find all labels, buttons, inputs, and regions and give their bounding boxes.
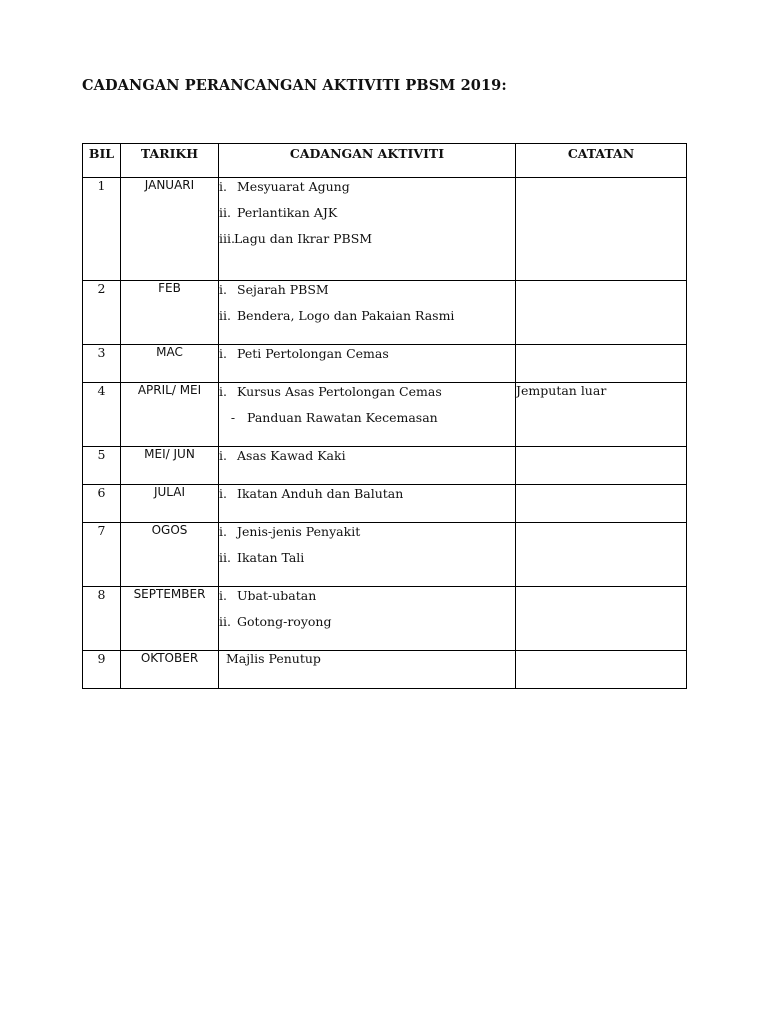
header-catatan: CATATAN (516, 144, 687, 178)
activity-list (219, 485, 515, 511)
catatan-cell (516, 587, 687, 651)
activity-text: Panduan Rawatan Kecemasan (247, 410, 438, 425)
activity-text: Bendera, Logo dan Pakaian Rasmi (237, 308, 455, 323)
activity-item (219, 549, 515, 575)
catatan-cell (516, 651, 687, 689)
activity-text: Asas Kawad Kaki (237, 448, 346, 463)
bil-cell: 3 (83, 345, 121, 383)
table-row (83, 587, 687, 651)
activity-number: i. (219, 179, 227, 194)
table-row (83, 281, 687, 345)
activity-item (219, 307, 515, 333)
activity-item (219, 204, 515, 230)
aktiviti-cell (219, 447, 516, 485)
tarikh-cell: JULAI (121, 485, 219, 523)
activity-item (219, 523, 515, 549)
catatan-cell (516, 447, 687, 485)
bil-cell: 9 (83, 651, 121, 689)
activity-text: Kursus Asas Pertolongan Cemas (237, 384, 442, 399)
dash-marker: - (230, 410, 236, 425)
bil-cell: 6 (83, 485, 121, 523)
activity-number: i. (219, 524, 227, 539)
tarikh-cell: MEI/ JUN (121, 447, 219, 485)
bil-cell: 4 (83, 383, 121, 447)
tarikh-cell: OGOS (121, 523, 219, 587)
bil-cell: 1 (83, 178, 121, 281)
bil-cell: 7 (83, 523, 121, 587)
table-row (83, 523, 687, 587)
activity-number: ii. (219, 614, 231, 629)
activity-number: iii. (219, 231, 235, 246)
activity-number: i. (219, 588, 227, 603)
aktiviti-cell (219, 345, 516, 383)
activity-text: Sejarah PBSM (237, 282, 329, 297)
tarikh-cell: FEB (121, 281, 219, 345)
catatan-cell (516, 485, 687, 523)
activity-text: Ubat-ubatan (237, 588, 317, 603)
header-tarikh: TARIKH (121, 144, 219, 178)
aktiviti-cell (219, 523, 516, 587)
tarikh-cell: APRIL/ MEI (121, 383, 219, 447)
tarikh-cell: MAC (121, 345, 219, 383)
document-title: CADANGAN PERANCANGAN AKTIVITI PBSM 2019: (82, 77, 507, 94)
activity-text: Ikatan Anduh dan Balutan (237, 486, 404, 501)
activity-list (219, 178, 515, 256)
aktiviti-cell: Majlis Penutup (219, 651, 516, 689)
table-row (83, 447, 687, 485)
activity-item (219, 587, 515, 613)
activity-number: ii. (219, 550, 231, 565)
activity-number: i. (219, 486, 227, 501)
catatan-cell (516, 523, 687, 587)
activity-text: Gotong-royong (237, 614, 332, 629)
activity-item (219, 345, 515, 371)
activity-item (219, 178, 515, 204)
activity-text: Ikatan Tali (237, 550, 305, 565)
activity-item (219, 383, 515, 409)
activity-number: ii. (219, 205, 231, 220)
aktiviti-cell (219, 178, 516, 281)
table-header-row (83, 144, 687, 178)
activity-text: Perlantikan AJK (237, 205, 338, 220)
activity-item (219, 447, 515, 473)
header-bil: BIL (83, 144, 121, 178)
table-row (83, 178, 687, 281)
activity-number: i. (219, 282, 227, 297)
table-row (83, 651, 687, 689)
activity-text: Mesyuarat Agung (237, 179, 350, 194)
activity-text: Peti Pertolongan Cemas (237, 346, 389, 361)
aktiviti-cell (219, 383, 516, 447)
activity-plan-table (82, 143, 687, 689)
activity-number: i. (219, 384, 227, 399)
header-aktiviti: CADANGAN AKTIVITI (219, 144, 516, 178)
activity-number: i. (219, 448, 227, 463)
aktiviti-cell (219, 485, 516, 523)
activity-list (219, 447, 515, 473)
activity-item (219, 281, 515, 307)
activity-list (219, 523, 515, 575)
bil-cell: 2 (83, 281, 121, 345)
catatan-cell: Jemputan luar (516, 383, 687, 447)
table-row (83, 485, 687, 523)
activity-number: i. (219, 346, 227, 361)
table-row (83, 383, 687, 447)
activity-item (219, 613, 515, 639)
catatan-cell (516, 281, 687, 345)
table-row (83, 345, 687, 383)
aktiviti-cell (219, 587, 516, 651)
catatan-cell (516, 178, 687, 281)
bil-cell: 5 (83, 447, 121, 485)
aktiviti-cell (219, 281, 516, 345)
tarikh-cell: SEPTEMBER (121, 587, 219, 651)
activity-number: ii. (219, 308, 231, 323)
activity-list (219, 345, 515, 371)
tarikh-cell: JANUARI (121, 178, 219, 281)
activity-text: Jenis-jenis Penyakit (237, 524, 361, 539)
activity-list (219, 281, 515, 333)
tarikh-cell: OKTOBER (121, 651, 219, 689)
activity-item (219, 485, 515, 511)
activity-text: Lagu dan Ikrar PBSM (234, 231, 373, 246)
activity-item (219, 230, 515, 256)
activity-subitem (219, 409, 515, 435)
bil-cell: 8 (83, 587, 121, 651)
activity-list (219, 587, 515, 639)
activity-list (219, 383, 515, 435)
catatan-cell (516, 345, 687, 383)
